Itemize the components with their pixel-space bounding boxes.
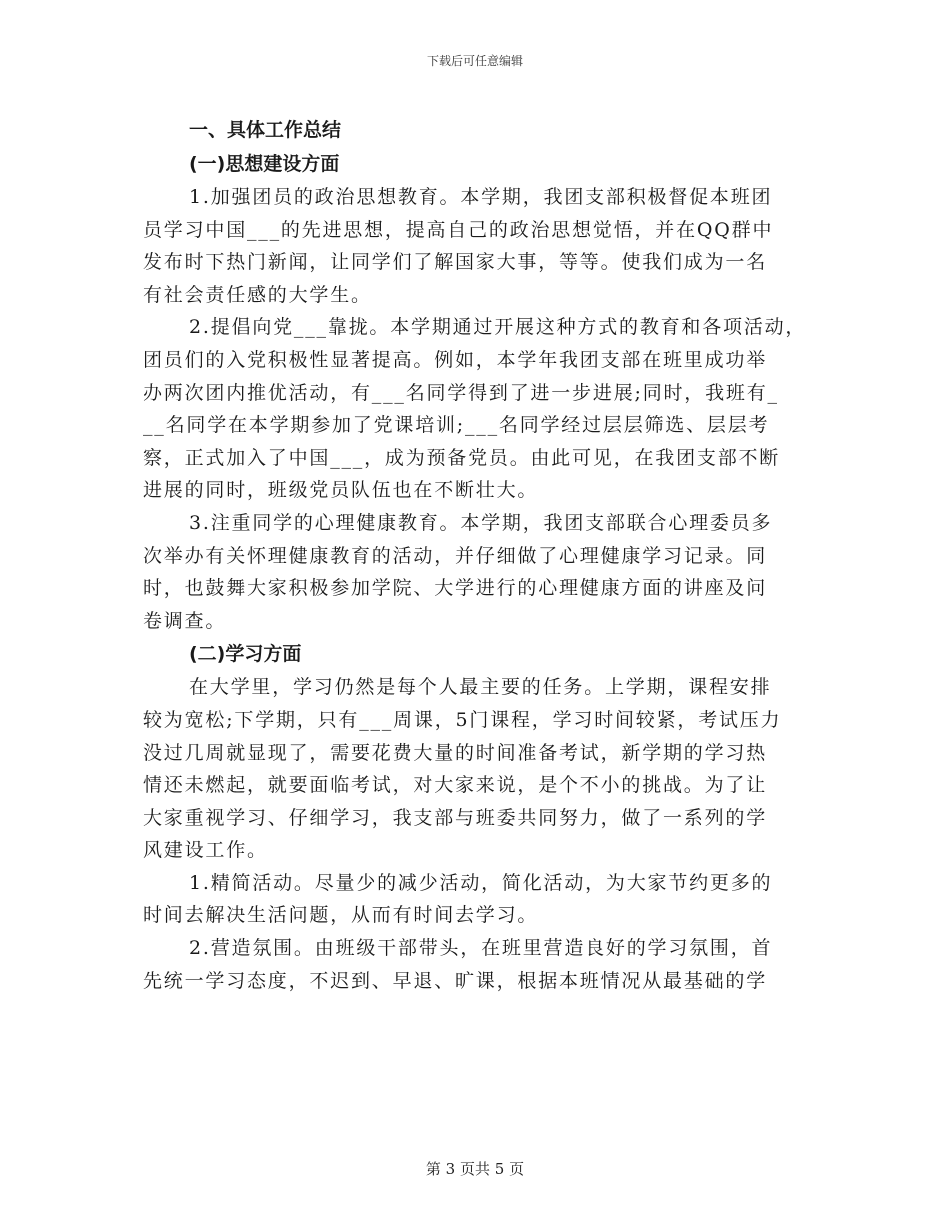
text-line: 员学习中国___的先进思想，提高自己的政治思想觉悟，并在QQ群中 xyxy=(143,218,774,241)
text-line: 没过几周就显现了，需要花费大量的时间准备考试，新学期的学习热 xyxy=(143,741,768,764)
text-line: 1.加强团员的政治思想教育。本学期，我团支部积极督促本班团 xyxy=(189,186,773,208)
paragraph-party-membership xyxy=(143,311,807,507)
text-line: 次举办有关怀理健康教育的活动，并仔细做了心理健康学习记录。同 xyxy=(143,544,768,567)
page-footer: 第 3 页共 5 页 xyxy=(425,1160,525,1178)
paragraph-political-education xyxy=(143,181,807,311)
text-line: 情还未燃起，就要面临考试，对大家来说，是个不小的挑战。为了让 xyxy=(143,774,768,797)
text-line: 察，正式加入了中国___，成为预备党员。由此可见，在我团支部不断 xyxy=(143,446,781,469)
text-line: 时，也鼓舞大家积极参加学院、大学进行的心理健康方面的讲座及问 xyxy=(143,577,768,600)
text-line: 大家重视学习、仔细学习，我支部与班委共同努力，做了一系列的学 xyxy=(143,806,768,829)
text-line: 2.营造氛围。由班级干部带头，在班里营造良好的学习氛围，首 xyxy=(189,937,773,960)
text-line: 有社会责任感的大学生。 xyxy=(143,283,372,306)
text-line: 3.注重同学的心理健康教育。本学期，我团支部联合心理委员多 xyxy=(189,511,773,534)
text-line: 团员们的入党积极性显著提高。例如，本学年我团支部在班里成功举 xyxy=(143,348,768,371)
text-line: 卷调查。 xyxy=(143,609,227,632)
text-line: 进展的同时，班级党员队伍也在不断壮大。 xyxy=(143,479,539,502)
text-line: 风建设工作。 xyxy=(143,839,268,862)
document-body xyxy=(143,113,807,997)
text-line: 在大学里，学习仍然是每个人最主要的任务。上学期，课程安排 xyxy=(189,676,772,699)
text-line: 办两次团内推优活动，有___名同学得到了进一步进展;同时，我班有_ xyxy=(143,381,779,404)
paragraph-mental-health xyxy=(143,507,807,637)
text-line: 较为宽松;下学期，只有___周课，5门课程，学习时间较紧，考试压力 xyxy=(143,708,782,731)
paragraph-study-overview xyxy=(143,671,807,867)
text-line: 2.提倡向党___靠拢。本学期通过开展这种方式的教育和各项活动， xyxy=(189,316,807,339)
text-line: 时间去解决生活问题，从而有时间去学习。 xyxy=(143,904,539,927)
paragraph-simplify-activities xyxy=(143,867,807,932)
text-line: 先统一学习态度，不迟到、早退、旷课，根据本班情况从最基础的学 xyxy=(143,969,768,992)
text-line: 发布时下热门新闻，让同学们了解国家大事，等等。使我们成为一名 xyxy=(143,251,768,274)
paragraph-study-atmosphere xyxy=(143,932,807,997)
text-line: __名同学在本学期参加了党课培训;___名同学经过层层筛选、层层考 xyxy=(143,414,770,437)
subsection-heading-ideology: (一)思想建设方面 xyxy=(189,153,340,175)
text-line: 1.精简活动。尽量少的减少活动，简化活动，为大家节约更多的 xyxy=(189,871,773,894)
section-heading-1: 一、具体工作总结 xyxy=(189,119,342,141)
page-header: 下载后可任意编辑 xyxy=(426,54,523,68)
subsection-heading-study: (二)学习方面 xyxy=(189,643,302,666)
